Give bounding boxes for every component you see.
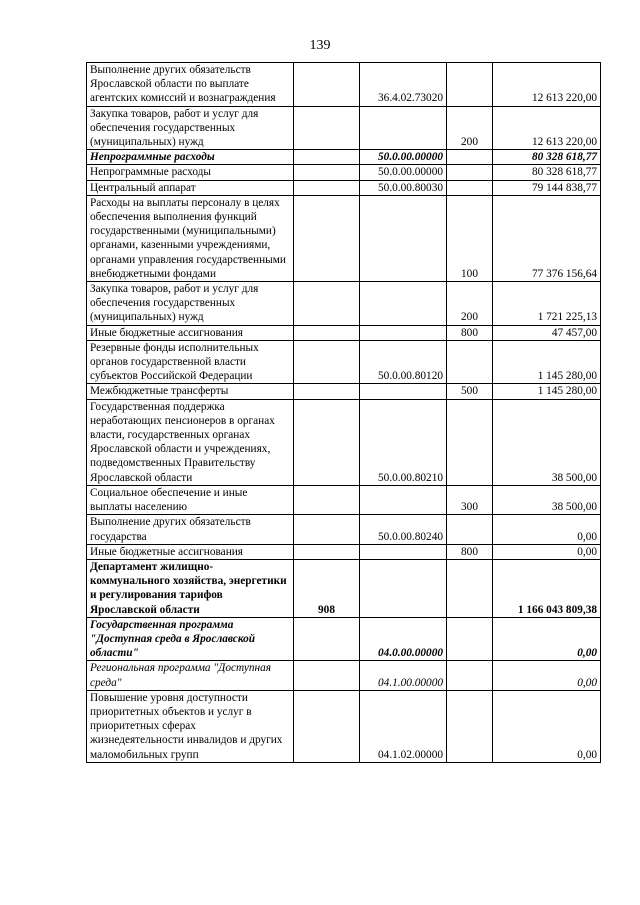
row-name: Межбюджетные трансферты	[87, 384, 294, 399]
row-department: 908	[294, 559, 360, 617]
table-row	[87, 661, 601, 690]
row-name: Закупка товаров, работ и услуг для обеспечения государственных (муниципальных) нужд	[87, 282, 294, 326]
row-name: Центральный аппарат	[87, 180, 294, 195]
table-row	[87, 106, 601, 150]
row-name: Иные бюджетные ассигнования	[87, 544, 294, 559]
row-expense-type	[447, 617, 493, 661]
row-amount: 1 145 280,00	[493, 340, 601, 384]
row-department	[294, 150, 360, 165]
row-expense-type: 500	[447, 384, 493, 399]
row-expense-type	[447, 180, 493, 195]
row-target-code	[360, 325, 447, 340]
row-name: Выполнение других обязательств государства	[87, 515, 294, 544]
row-target-code: 50.0.00.80240	[360, 515, 447, 544]
row-department	[294, 63, 360, 107]
row-amount: 0,00	[493, 617, 601, 661]
row-target-code: 50.0.00.80210	[360, 399, 447, 485]
row-department	[294, 282, 360, 326]
table-row	[87, 282, 601, 326]
table-row	[87, 485, 601, 514]
table-row	[87, 180, 601, 195]
budget-table	[86, 62, 601, 763]
row-expense-type	[447, 165, 493, 180]
row-department	[294, 690, 360, 762]
row-amount: 38 500,00	[493, 399, 601, 485]
row-name: Выполнение других обязательств Ярославской области по выплате агентских комиссий и вознаграждения	[87, 63, 294, 107]
row-amount: 1 145 280,00	[493, 384, 601, 399]
row-expense-type	[447, 63, 493, 107]
row-name: Резервные фонды исполнительных органов государственной власти субъектов Российской Федерации	[87, 340, 294, 384]
row-amount: 79 144 838,77	[493, 180, 601, 195]
table-row	[87, 150, 601, 165]
table-row	[87, 384, 601, 399]
row-expense-type: 200	[447, 106, 493, 150]
row-expense-type: 300	[447, 485, 493, 514]
row-amount: 12 613 220,00	[493, 63, 601, 107]
row-expense-type: 800	[447, 544, 493, 559]
row-target-code: 04.0.00.00000	[360, 617, 447, 661]
row-target-code	[360, 106, 447, 150]
row-target-code: 04.1.02.00000	[360, 690, 447, 762]
row-department	[294, 485, 360, 514]
row-expense-type	[447, 515, 493, 544]
row-amount: 0,00	[493, 690, 601, 762]
row-amount: 0,00	[493, 544, 601, 559]
row-expense-type	[447, 150, 493, 165]
table-row	[87, 559, 601, 617]
row-department	[294, 325, 360, 340]
row-department	[294, 661, 360, 690]
row-department	[294, 195, 360, 281]
row-department	[294, 106, 360, 150]
row-name: Непрограммные расходы	[87, 150, 294, 165]
row-name: Департамент жилищно-коммунального хозяйства, энергетики и регулирования тарифов Ярославской области	[87, 559, 294, 617]
table-row	[87, 515, 601, 544]
row-name: Непрограммные расходы	[87, 165, 294, 180]
row-target-code: 50.0.00.00000	[360, 150, 447, 165]
row-target-code: 50.0.00.80120	[360, 340, 447, 384]
row-expense-type: 200	[447, 282, 493, 326]
row-target-code	[360, 485, 447, 514]
row-expense-type	[447, 399, 493, 485]
table-row	[87, 325, 601, 340]
row-target-code: 50.0.00.00000	[360, 165, 447, 180]
row-name: Повышение уровня доступности приоритетных объектов и услуг в приоритетных сферах жизнедеятельности инвалидов и других маломобильных групп	[87, 690, 294, 762]
row-amount: 77 376 156,64	[493, 195, 601, 281]
row-amount: 0,00	[493, 661, 601, 690]
table-row	[87, 544, 601, 559]
table-row	[87, 340, 601, 384]
page-number: 139	[309, 38, 331, 53]
row-expense-type: 100	[447, 195, 493, 281]
row-amount: 38 500,00	[493, 485, 601, 514]
row-amount: 80 328 618,77	[493, 165, 601, 180]
row-target-code	[360, 559, 447, 617]
row-target-code	[360, 384, 447, 399]
table-row	[87, 617, 601, 661]
row-department	[294, 165, 360, 180]
row-amount: 1 166 043 809,38	[493, 559, 601, 617]
row-department	[294, 399, 360, 485]
row-department	[294, 515, 360, 544]
row-name: Расходы на выплаты персоналу в целях обеспечения выполнения функций государственными (муниципальными) органами, казенными учреждениями, органами управления государственными внебюджетными фондами	[87, 195, 294, 281]
row-department	[294, 384, 360, 399]
row-expense-type	[447, 559, 493, 617]
row-expense-type	[447, 340, 493, 384]
row-target-code: 04.1.00.00000	[360, 661, 447, 690]
row-name: Социальное обеспечение и иные выплаты населению	[87, 485, 294, 514]
row-name: Государственная программа "Доступная среда в Ярославской области"	[87, 617, 294, 661]
row-expense-type	[447, 661, 493, 690]
row-amount: 47 457,00	[493, 325, 601, 340]
row-amount: 80 328 618,77	[493, 150, 601, 165]
row-name: Иные бюджетные ассигнования	[87, 325, 294, 340]
row-department	[294, 544, 360, 559]
row-department	[294, 340, 360, 384]
row-target-code: 36.4.02.73020	[360, 63, 447, 107]
row-expense-type: 800	[447, 325, 493, 340]
table-row	[87, 63, 601, 107]
row-name: Государственная поддержка неработающих пенсионеров в органах власти, государственных органах Ярославской области и учреждениях, подведомственных Правительству Ярославской области	[87, 399, 294, 485]
table-row	[87, 690, 601, 762]
row-amount: 12 613 220,00	[493, 106, 601, 150]
table-row	[87, 399, 601, 485]
row-target-code: 50.0.00.80030	[360, 180, 447, 195]
row-target-code	[360, 282, 447, 326]
row-amount: 1 721 225,13	[493, 282, 601, 326]
row-name: Региональная программа "Доступная среда"	[87, 661, 294, 690]
row-expense-type	[447, 690, 493, 762]
row-amount: 0,00	[493, 515, 601, 544]
row-name: Закупка товаров, работ и услуг для обеспечения государственных (муниципальных) нужд	[87, 106, 294, 150]
row-department	[294, 617, 360, 661]
row-department	[294, 180, 360, 195]
row-target-code	[360, 195, 447, 281]
table-row	[87, 165, 601, 180]
table-row	[87, 195, 601, 281]
row-target-code	[360, 544, 447, 559]
